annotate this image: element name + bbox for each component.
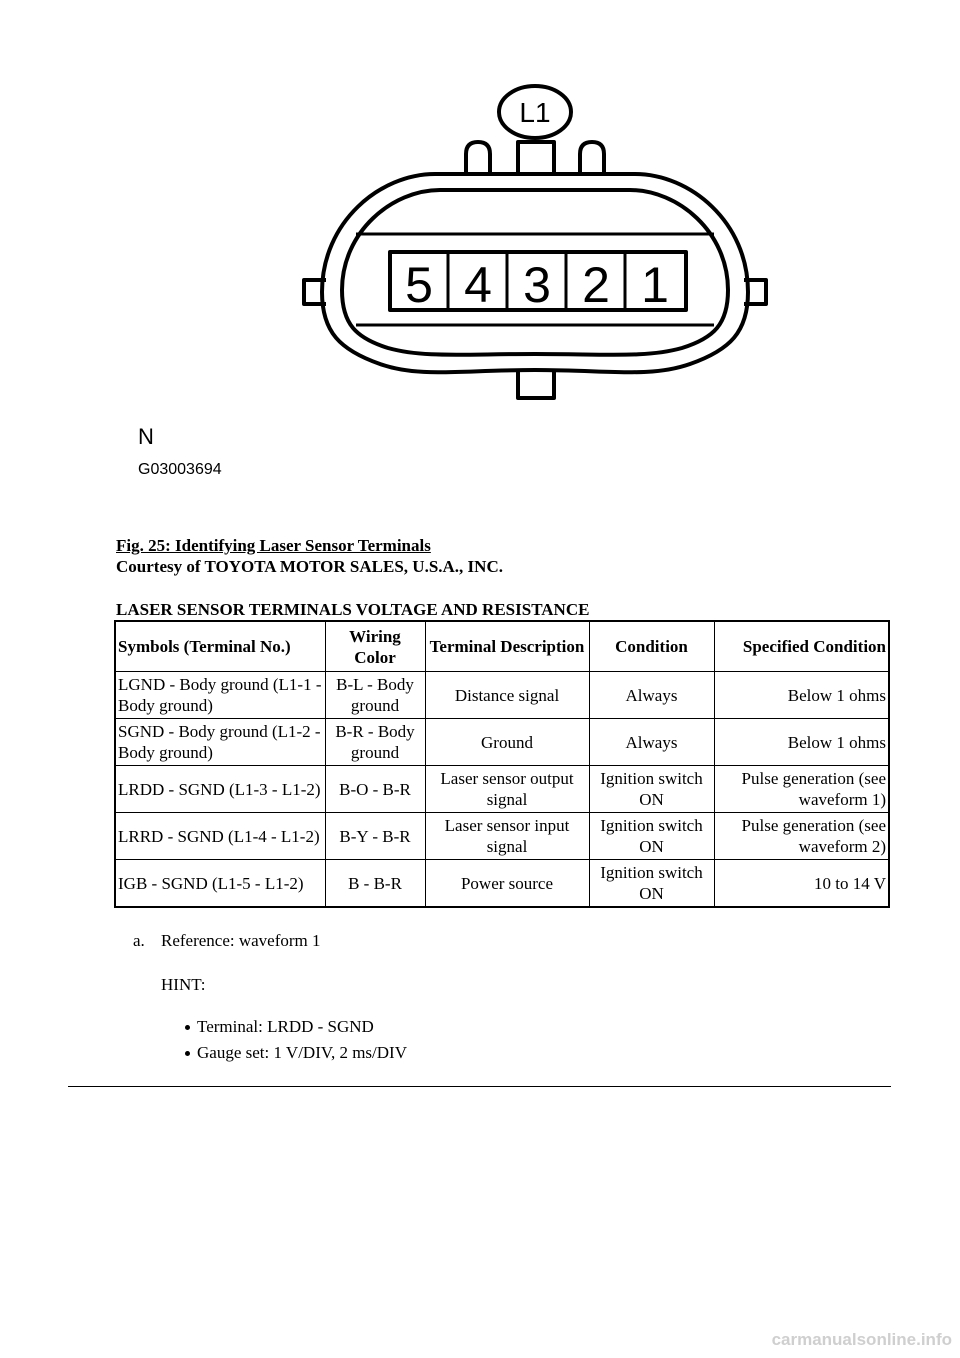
table-header-row — [115, 621, 889, 672]
bullet-dot-icon — [185, 1051, 190, 1056]
table-row — [115, 813, 889, 860]
table-title: LASER SENSOR TERMINALS VOLTAGE AND RESISTANCE — [116, 600, 590, 619]
cell-symbols: LGND - Body ground (L1-1 - Body ground) — [115, 672, 325, 719]
graphic-id: G03003694 — [138, 461, 222, 478]
cell-condition: Always — [589, 719, 714, 766]
terminal-2: 2 — [582, 257, 610, 313]
terminal-4: 4 — [464, 257, 492, 313]
cell-condition: Ignition switch ON — [589, 766, 714, 813]
cell-condition: Ignition switch ON — [589, 813, 714, 860]
cell-description: Laser sensor input signal — [425, 813, 589, 860]
bullet-dot-icon — [185, 1025, 190, 1030]
cell-description: Laser sensor output signal — [425, 766, 589, 813]
bottom-divider — [68, 1086, 891, 1087]
cell-symbols: IGB - SGND (L1-5 - L1-2) — [115, 860, 325, 908]
table-row — [115, 860, 889, 908]
view-letter: N — [138, 424, 154, 449]
step-text: Reference: waveform 1 — [161, 931, 321, 950]
cell-symbols: SGND - Body ground (L1-2 - Body ground) — [115, 719, 325, 766]
bottom-tab — [518, 370, 554, 398]
cell-specified: Below 1 ohms — [714, 672, 889, 719]
table-row — [115, 766, 889, 813]
hint-label: HINT: — [161, 975, 206, 994]
cell-specified: 10 to 14 V — [714, 860, 889, 908]
step-marker: a. — [133, 931, 145, 950]
table-row — [115, 672, 889, 719]
header-symbols: Symbols (Terminal No.) — [115, 621, 325, 672]
header-terminal-description: Terminal Description — [425, 621, 589, 672]
connector-label: L1 — [519, 97, 551, 128]
cell-symbols: LRDD - SGND (L1-3 - L1-2) — [115, 766, 325, 813]
header-wiring-color: Wiring Color — [325, 621, 425, 672]
cell-condition: Ignition switch ON — [589, 860, 714, 908]
cell-specified: Pulse generation (see waveform 2) — [714, 813, 889, 860]
cell-symbols: LRRD - SGND (L1-4 - L1-2) — [115, 813, 325, 860]
cell-wiring-color: B-O - B-R — [325, 766, 425, 813]
table-row — [115, 719, 889, 766]
latch-left — [466, 142, 490, 174]
cell-wiring-color: B-Y - B-R — [325, 813, 425, 860]
list-item-text: Terminal: LRDD - SGND — [197, 1017, 374, 1036]
header-condition: Condition — [589, 621, 714, 672]
terminal-3: 3 — [523, 257, 551, 313]
watermark: carmanualsonline.info — [771, 1330, 952, 1349]
cell-description: Power source — [425, 860, 589, 908]
terminal-5: 5 — [405, 257, 433, 313]
header-specified-condition: Specified Condition — [714, 621, 889, 672]
latch-center — [518, 142, 554, 174]
cell-specified: Below 1 ohms — [714, 719, 889, 766]
cell-wiring-color: B - B-R — [325, 860, 425, 908]
cell-description: Distance signal — [425, 672, 589, 719]
terminal-spec-table — [114, 620, 890, 908]
cell-specified: Pulse generation (see waveform 1) — [714, 766, 889, 813]
list-item-text: Gauge set: 1 V/DIV, 2 ms/DIV — [197, 1043, 407, 1062]
cell-description: Ground — [425, 719, 589, 766]
latch-right — [580, 142, 604, 174]
cell-condition: Always — [589, 672, 714, 719]
figure-courtesy: Courtesy of TOYOTA MOTOR SALES, U.S.A., INC. — [116, 557, 503, 576]
connector-diagram — [130, 82, 790, 492]
terminal-1: 1 — [641, 257, 669, 313]
cell-wiring-color: B-R - Body ground — [325, 719, 425, 766]
cell-wiring-color: B-L - Body ground — [325, 672, 425, 719]
figure-title[interactable]: Fig. 25: Identifying Laser Sensor Terminals — [116, 536, 431, 555]
